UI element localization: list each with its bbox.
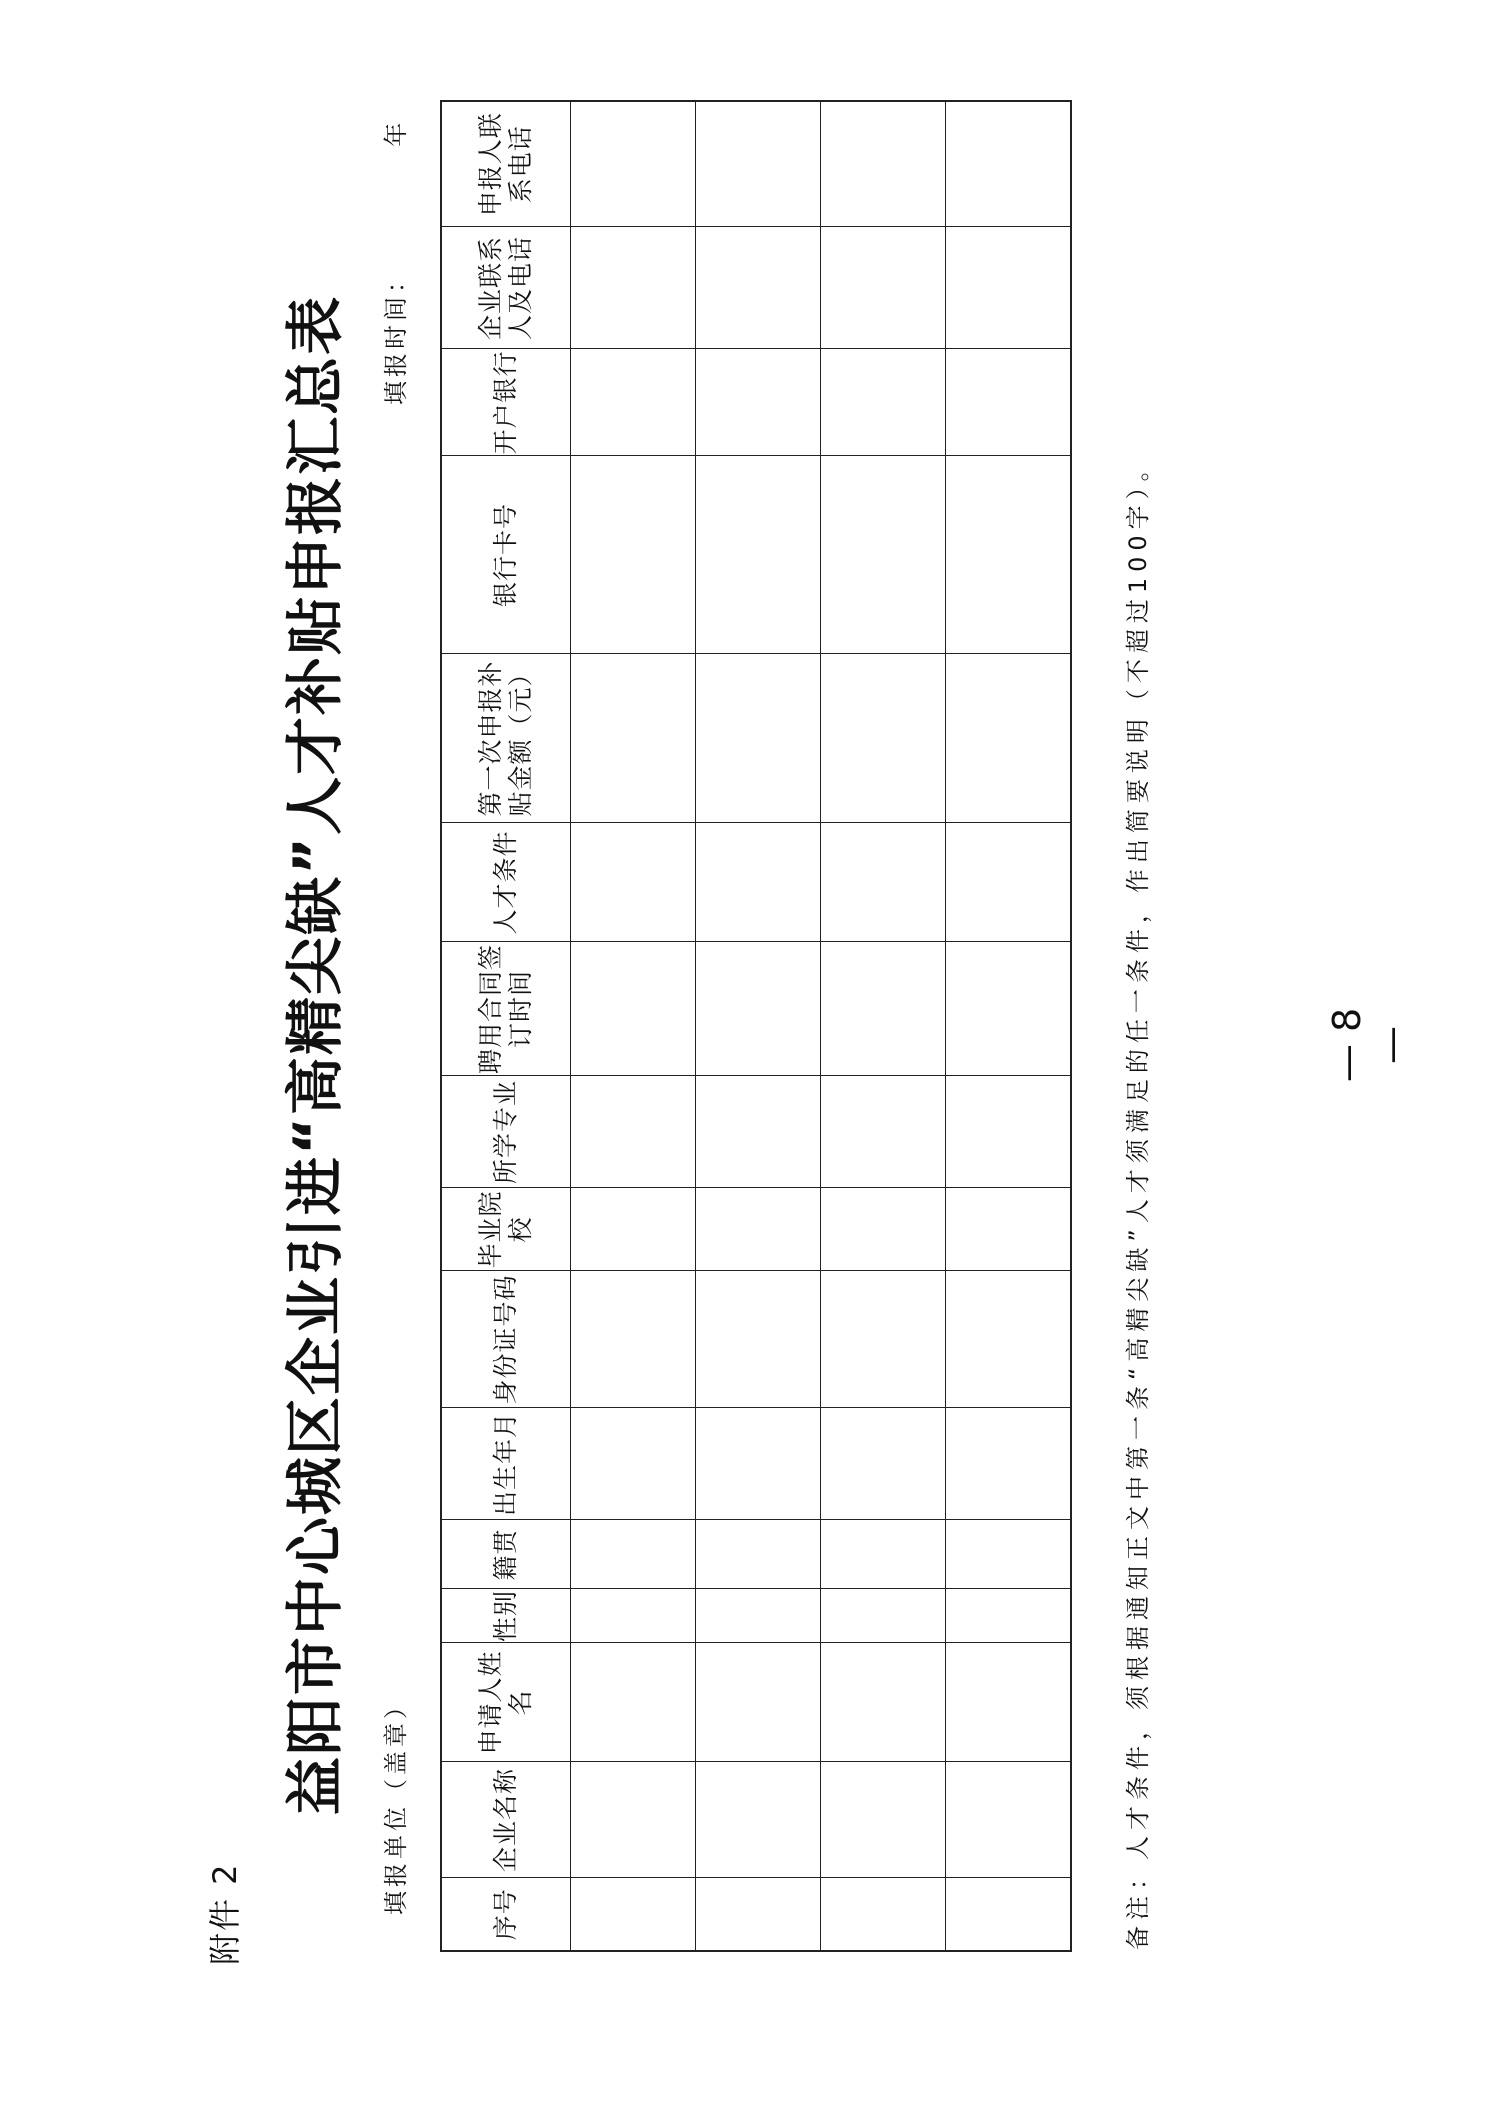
column-header: 银行卡号 (441, 456, 571, 654)
table-cell[interactable] (696, 1271, 821, 1408)
table-cell[interactable] (946, 1589, 1072, 1643)
column-header: 开户银行 (441, 349, 571, 456)
page-title: 益阳市中心城区企业引进“高精尖缺”人才补贴申报汇总表 (281, 294, 349, 1816)
table-cell[interactable] (571, 942, 696, 1076)
table-cell[interactable] (571, 1643, 696, 1762)
fill-time-label: 填报时间： (382, 265, 410, 405)
column-header: 所学专业 (441, 1076, 571, 1188)
table-cell[interactable] (571, 227, 696, 349)
table-header-row (441, 101, 571, 1951)
table-cell[interactable] (821, 456, 946, 654)
table-row (946, 101, 1072, 1951)
table-cell[interactable] (696, 942, 821, 1076)
column-header: 毕业院校 (441, 1188, 571, 1271)
table-cell[interactable] (946, 942, 1072, 1076)
column-header: 出生年月 (441, 1408, 571, 1520)
table-cell[interactable] (821, 1589, 946, 1643)
column-header: 性别 (441, 1589, 571, 1643)
table-cell[interactable] (821, 823, 946, 942)
table-cell[interactable] (571, 1271, 696, 1408)
table-cell[interactable] (821, 1188, 946, 1271)
table-cell[interactable] (571, 1520, 696, 1589)
table-cell[interactable] (696, 1076, 821, 1188)
column-header: 身份证号码 (441, 1271, 571, 1408)
table-row (696, 101, 821, 1951)
table-cell[interactable] (696, 101, 821, 227)
table-cell[interactable] (946, 101, 1072, 227)
table-cell[interactable] (946, 1408, 1072, 1520)
column-header: 企业联系人及电话 (441, 227, 571, 349)
table-cell[interactable] (696, 654, 821, 823)
table-cell[interactable] (696, 456, 821, 654)
table-cell[interactable] (946, 456, 1072, 654)
attachment-label: 附件 2 (206, 1862, 244, 1965)
filler-unit-label: 填报单位（盖章） (382, 1691, 410, 1915)
table-cell[interactable] (571, 1878, 696, 1951)
column-header: 申报人联系电话 (441, 101, 571, 227)
table-cell[interactable] (821, 1878, 946, 1951)
table-row (821, 101, 946, 1951)
table-cell[interactable] (571, 1188, 696, 1271)
table-cell[interactable] (946, 349, 1072, 456)
table-cell[interactable] (946, 1643, 1072, 1762)
table-cell[interactable] (696, 1408, 821, 1520)
table-cell[interactable] (821, 654, 946, 823)
table-cell[interactable] (821, 1271, 946, 1408)
table-cell[interactable] (821, 1408, 946, 1520)
column-header: 聘用合同签订时间 (441, 942, 571, 1076)
table-cell[interactable] (821, 1520, 946, 1589)
table-cell[interactable] (696, 1643, 821, 1762)
table-cell[interactable] (571, 1589, 696, 1643)
column-header: 企业名称 (441, 1762, 571, 1878)
table-cell[interactable] (696, 1188, 821, 1271)
table-row (571, 101, 696, 1951)
table-cell[interactable] (946, 654, 1072, 823)
table-cell[interactable] (821, 349, 946, 456)
table-cell[interactable] (571, 349, 696, 456)
summary-table (440, 100, 1072, 1952)
table-cell[interactable] (696, 349, 821, 456)
table-cell[interactable] (571, 823, 696, 942)
table-cell[interactable] (821, 101, 946, 227)
table-cell[interactable] (571, 654, 696, 823)
table-cell[interactable] (696, 1589, 821, 1643)
table-cell[interactable] (696, 823, 821, 942)
table-cell[interactable] (946, 1878, 1072, 1951)
table-cell[interactable] (946, 1762, 1072, 1878)
column-header: 籍贯 (441, 1520, 571, 1589)
table-cell[interactable] (696, 1762, 821, 1878)
table-cell[interactable] (821, 227, 946, 349)
column-header: 人才条件 (441, 823, 571, 942)
table-cell[interactable] (571, 456, 696, 654)
table-cell[interactable] (571, 1408, 696, 1520)
table-cell[interactable] (946, 1271, 1072, 1408)
table-cell[interactable] (696, 1878, 821, 1951)
table-cell[interactable] (821, 942, 946, 1076)
column-header: 序号 (441, 1878, 571, 1951)
table-cell[interactable] (946, 823, 1072, 942)
column-header: 第一次申报补贴金额（元） (441, 654, 571, 823)
date-year: 年 (382, 118, 410, 147)
table-cell[interactable] (571, 1076, 696, 1188)
page-number: — 8 — (1325, 1007, 1413, 1083)
table-cell[interactable] (571, 1762, 696, 1878)
table-cell[interactable] (696, 227, 821, 349)
table-cell[interactable] (821, 1076, 946, 1188)
table-cell[interactable] (946, 227, 1072, 349)
table-cell[interactable] (946, 1520, 1072, 1589)
table-cell[interactable] (946, 1076, 1072, 1188)
table-cell[interactable] (946, 1188, 1072, 1271)
table-cell[interactable] (821, 1643, 946, 1762)
table-cell[interactable] (571, 101, 696, 227)
table-cell[interactable] (821, 1762, 946, 1878)
footnote: 备注：人才条件，须根据通知正文中第一条“高精尖缺”人才须满足的任一条件，作出简要说明（不超过100字）。 (1124, 451, 1152, 1950)
fill-time (376, 0, 411, 405)
table-cell[interactable] (696, 1520, 821, 1589)
column-header: 申请人姓名 (441, 1643, 571, 1762)
